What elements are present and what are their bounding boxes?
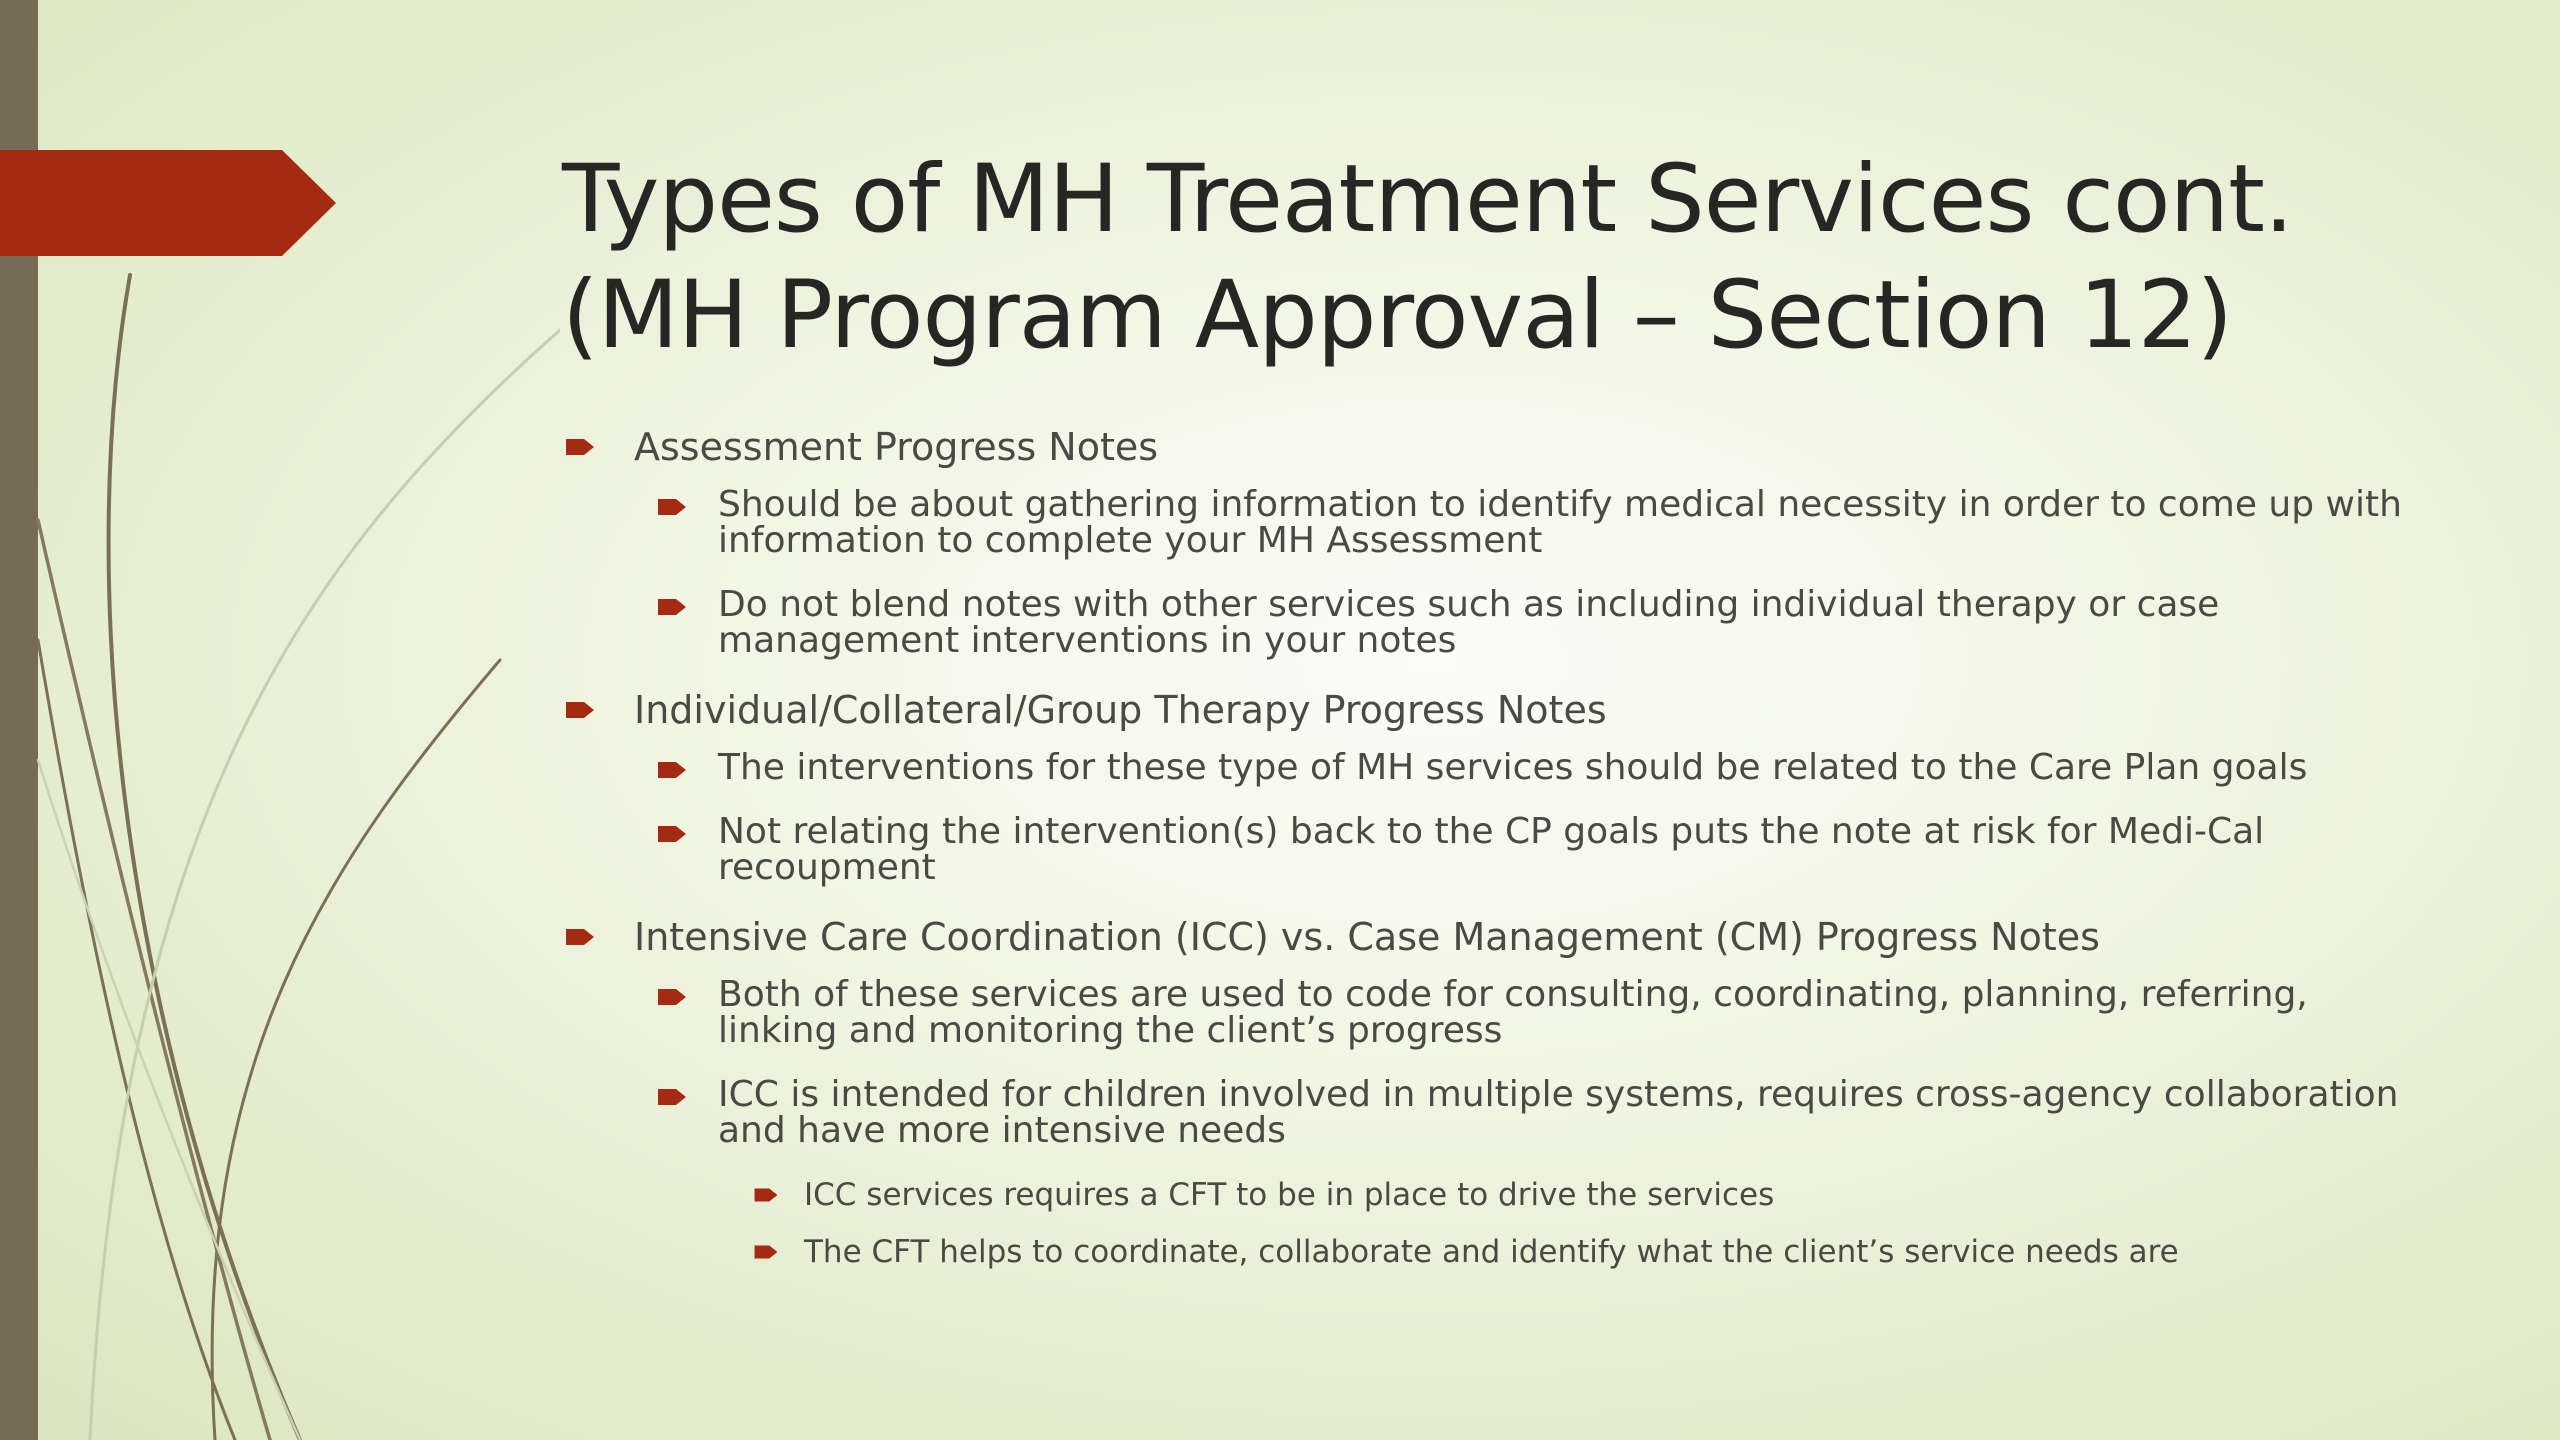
arrow-bullet-icon	[566, 926, 594, 948]
arrow-tab-icon	[0, 150, 336, 256]
bullet-text: ICC services requires a CFT to be in place to drive the services	[804, 1177, 1775, 1213]
list-item	[562, 687, 2402, 733]
bullet-text: Not relating the intervention(s) back to the CP goals puts the note at risk for Medi-Cal recoupment	[718, 811, 2265, 888]
bullet-text: Both of these services are used to code for consulting, coordinating, planning, referring, linking and monitoring the client’s progress	[718, 974, 2308, 1051]
arrow-bullet-icon	[754, 1186, 778, 1204]
arrow-bullet-icon	[566, 436, 594, 458]
bullet-text: The interventions for these type of MH services should be related to the Care Plan goals	[718, 747, 2308, 788]
arrow-bullet-icon	[658, 986, 686, 1008]
list-item	[754, 1177, 2402, 1213]
bullet-text: Individual/Collateral/Group Therapy Progress Notes	[634, 688, 1607, 732]
list-item	[562, 914, 2402, 960]
list-item	[658, 811, 2402, 888]
arrow-bullet-icon	[658, 823, 686, 845]
bullet-text: ICC is intended for children involved in multiple systems, requires cross-agency collaboration and have more intensive needs	[718, 1074, 2399, 1151]
arrow-bullet-icon	[658, 759, 686, 781]
bullet-list	[562, 424, 2402, 1291]
slide-title	[562, 142, 2462, 374]
bullet-text: Intensive Care Coordination (ICC) vs. Case Management (CM) Progress Notes	[634, 915, 2100, 959]
title-line-2: (MH Program Approval – Section 12)	[562, 261, 2233, 370]
bullet-text: Do not blend notes with other services such as including individual therapy or case management interventions in your notes	[718, 584, 2220, 661]
bullet-text: Should be about gathering information to identify medical necessity in order to come up with information to complete your MH Assessment	[718, 484, 2402, 561]
arrow-bullet-icon	[658, 596, 686, 618]
list-item	[658, 584, 2402, 661]
list-item	[658, 747, 2402, 788]
title-line-1: Types of MH Treatment Services cont.	[562, 145, 2293, 254]
list-item	[754, 1234, 2402, 1270]
bullet-text: Assessment Progress Notes	[634, 425, 1159, 469]
arrow-bullet-icon	[754, 1243, 778, 1261]
list-item	[562, 424, 2402, 470]
arrow-bullet-icon	[658, 496, 686, 518]
arrow-bullet-icon	[658, 1086, 686, 1108]
list-item	[658, 974, 2402, 1051]
list-item	[658, 484, 2402, 561]
list-item	[658, 1074, 2402, 1151]
arrow-bullet-icon	[566, 699, 594, 721]
bullet-text: The CFT helps to coordinate, collaborate and identify what the client’s service needs are	[804, 1234, 2179, 1270]
